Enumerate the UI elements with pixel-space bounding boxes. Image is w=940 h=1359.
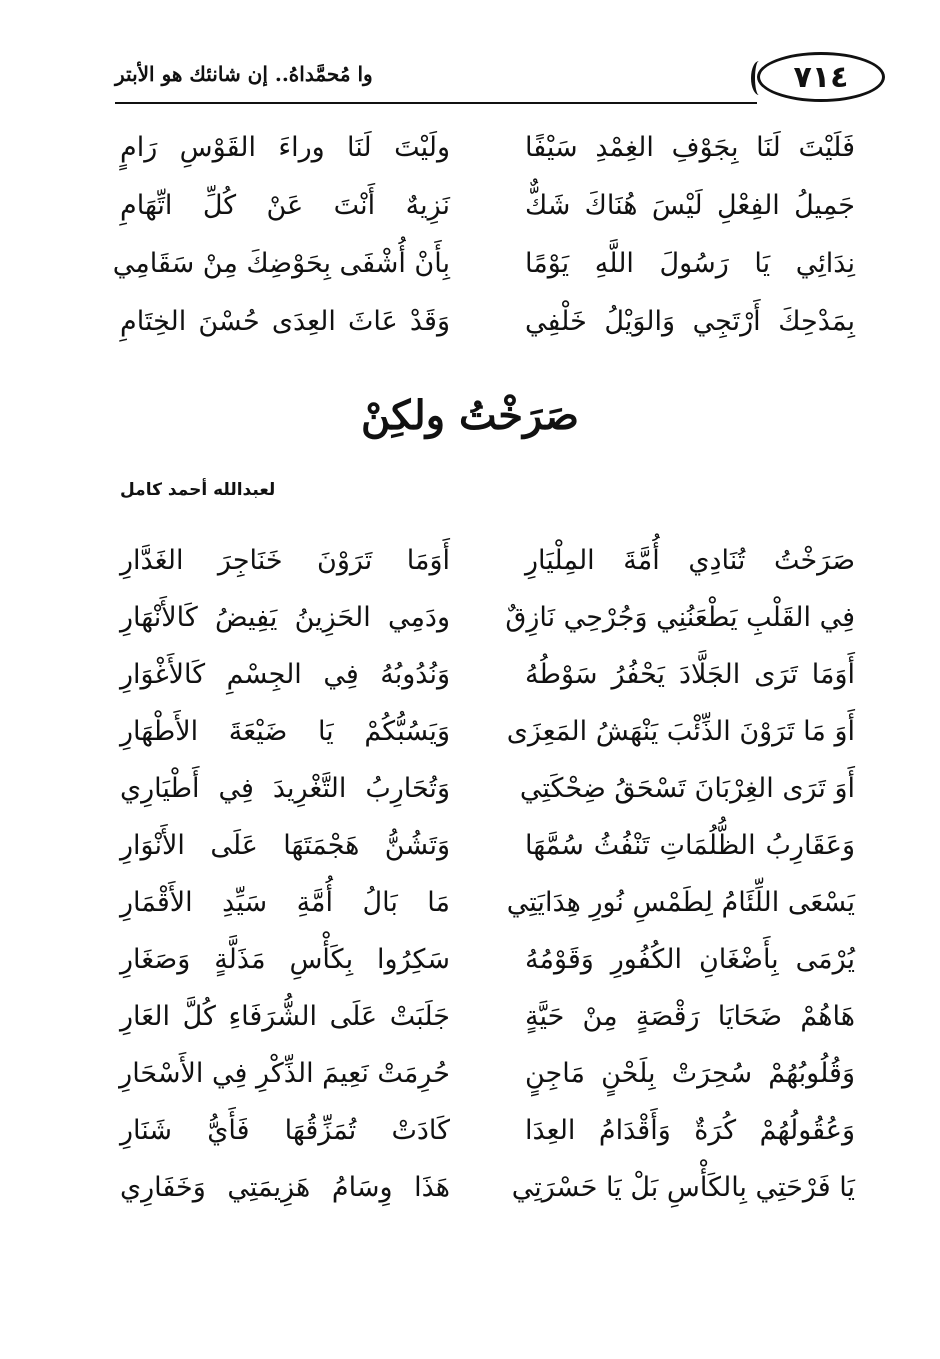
verse-first-hemistich: وَعُقُولُهُمْ كُرَةٌ وَأَقْدَامُ العِدَا	[525, 1115, 855, 1146]
running-title: وا مُحمَّداهُ.. إن شانئك هو الأبتر	[115, 62, 373, 86]
verse-second-hemistich: وَتُحَارِبُ التَّغْرِيدَ فِي أَطْيَارِي	[120, 773, 450, 804]
header-rule	[115, 102, 757, 104]
verse-first-hemistich: يَا فَرْحَتِي بِالكَأْسِ بَلْ يَا حَسْرَتِي	[511, 1172, 855, 1203]
verse-second-hemistich: وَتَشُنُّ هَجْمَتَهَا عَلَى الأَنْوَارِ	[120, 830, 450, 861]
verse-first-hemistich: هَاهُمْ ضَحَايَا رَقْصَةٍ مِنْ حَيَّةٍ	[525, 1001, 855, 1032]
verse-first-hemistich: أَوَ مَا تَرَوْنَ الذِّئْبَ يَنْهَشُ المَعِزَى	[506, 716, 855, 747]
verse-first-hemistich: وَقُلُوبُهُمْ سُحِرَتْ بِلَحْنٍ مَاجِنٍ	[525, 1058, 855, 1089]
verse-first-hemistich: وَعَقَارِبُ الظُّلُمَاتِ تَنْفُثُ سُمَّهَا	[525, 830, 855, 861]
verse-second-hemistich: وَقَدْ عَاثَ العِدَى حُسْنَ الخِتَامِ	[120, 306, 450, 337]
verse-second-hemistich: بِأَنْ أُشْفَى بِحَوْضِكَ مِنْ سَقَامِي	[112, 248, 450, 279]
verse-second-hemistich: هَذَا وِسَامُ هَزِيمَتِي وَخَفَارِي	[120, 1172, 450, 1203]
verse-first-hemistich: فِي القَلْبِ يَطْعَنُنِي وَجُرْحِي نَازِقٌ	[505, 602, 855, 633]
verse-second-hemistich: نَزِيهٌ أَنْتَ عَنْ كُلِّ اتِّهَامِ	[120, 190, 450, 221]
running-header	[115, 52, 885, 114]
verse-second-hemistich: أَوَمَا تَرَوْنَ خَنَاجِرَ الغَدَّارِ	[120, 545, 450, 576]
verse-second-hemistich: وَيَسُبُّكُمْ يَا ضَيْعَةَ الأَطْهَارِ	[120, 716, 450, 747]
verse-first-hemistich: يُرْمَى بِأَضْغَانِ الكُفُورِ وَقَوْمُهُ	[525, 944, 855, 975]
poem-title: صَرَخْتُ ولكِنْ	[360, 392, 579, 439]
verse-first-hemistich: نِدَائِي يَا رَسُولَ اللَّهِ يَوْمًا	[525, 248, 855, 279]
verse-first-hemistich: فَلَيْتَ لَنَا بِجَوْفِ الغِمْدِ سَيْفًا	[525, 132, 855, 163]
verse-first-hemistich: جَمِيلُ الفِعْلِ لَيْسَ هُنَاكَ شَكٌّ	[525, 190, 855, 221]
verse-first-hemistich: يَسْعَى اللِّئَامُ لِطَمْسِ نُورِ هِدَايَتِي	[506, 887, 855, 918]
verse-second-hemistich: مَا بَالُ أُمَّةِ سَيِّدِ الأَقْمَارِ	[120, 887, 450, 918]
poem-author: لعبدالله أحمد كامل	[120, 480, 276, 500]
verse-first-hemistich: أَوَ تَرَى الغِرْبَانَ تَسْحَقُ ضِحْكَتِي	[519, 773, 855, 804]
verse-second-hemistich: ولَيْتَ لَنَا وراءَ القَوْسِ رَامٍ	[120, 132, 450, 163]
page-number: ٧١٤	[757, 52, 885, 102]
verse-second-hemistich: وَنُدُوبُهُ فِي الجِسْمِ كَالأَغْوَارِ	[120, 659, 450, 690]
verse-first-hemistich: بِمَدْحِكَ أَرْتَجِي وَالوَيْلُ خَلْفِي	[525, 306, 855, 337]
verse-first-hemistich: صَرَخْتُ تُنَادِي أُمَّةَ المِلْيَارِ	[525, 545, 855, 576]
verse-second-hemistich: سَكِرُوا بِكَأْسِ مَذَلَّةٍ وَصَغَارِ	[120, 944, 450, 975]
verse-first-hemistich: أَوَمَا تَرَى الجَلَّادَ يَحْفُرُ سَوْطُهُ	[525, 659, 855, 690]
verse-second-hemistich: حُرِمَتْ نَعِيمَ الذِّكْرِ فِي الأَسْحَارِ	[119, 1058, 450, 1089]
verse-second-hemistich: ودَمِي الحَزِينُ يَفِيضُ كَالأَنْهَارِ	[120, 602, 450, 633]
verse-second-hemistich: جَلَبَتْ عَلَى الشُّرَفَاءِ كُلَّ العَارِ	[120, 1001, 450, 1032]
verse-second-hemistich: كَادَتْ تُمَزِّقُهَا فَأَيُّ شَنَارِ	[120, 1115, 450, 1146]
